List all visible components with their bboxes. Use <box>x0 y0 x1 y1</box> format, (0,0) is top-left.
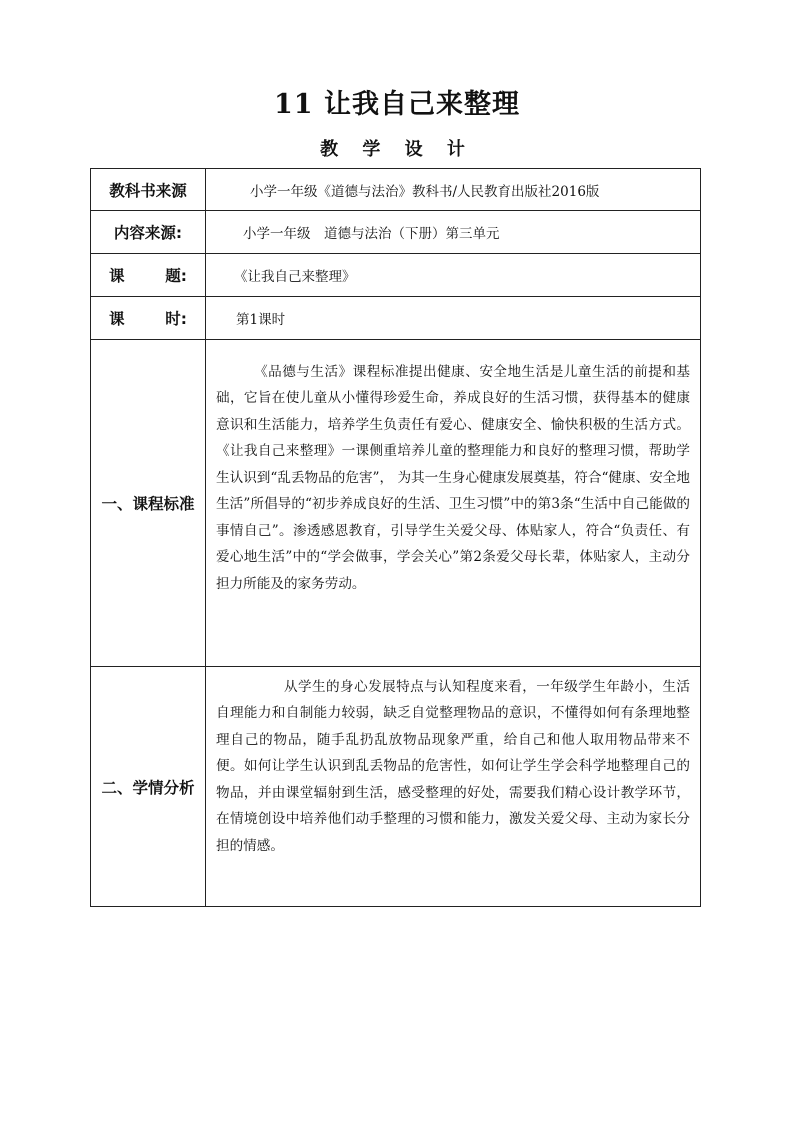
lesson-topic-label-part1: 课 <box>109 267 125 285</box>
lesson-period-value: 第1课时 <box>206 297 701 340</box>
textbook-source-label: 教科书来源 <box>91 169 206 211</box>
table-row-lesson-period <box>91 297 701 340</box>
curriculum-standard-cell <box>206 340 701 667</box>
learning-analysis-text: 从学生的身心发展特点与认知程度来看，一年级学生年龄小，生活自理能力和自制能力较弱，缺乏自觉整理物品的意识，不懂得如何有条理地整理自己的物品，随手乱扔乱放物品现象严重，给自己和他人取用物品带来不便。如何让学生认识到乱丢物品的危害性，如何让学生学会科学地整理自己的物品，并由课堂辐射到生活，感受整理的好处，需要我们精心设计教学环节，在情境创设中培养他们动手整理的习惯和能力，激发关爱父母、主动为家长分担的情感。 <box>216 678 690 854</box>
learning-analysis-label: 二、学情分析 <box>91 667 206 907</box>
lesson-topic-label-cell <box>91 254 206 297</box>
table-row-textbook-source <box>91 169 701 211</box>
table-row-lesson-topic <box>91 254 701 297</box>
lesson-topic-value: 《让我自己来整理》 <box>206 254 701 297</box>
table-row-curriculum-standard <box>91 340 701 667</box>
lesson-topic-label-part2: 题: <box>165 267 187 285</box>
curriculum-standard-label: 一、课程标准 <box>91 340 206 667</box>
content-source-label: 内容来源: <box>91 211 206 254</box>
lesson-period-label-part1: 课 <box>109 310 125 328</box>
lesson-period-label <box>109 307 187 329</box>
table-row-learning-analysis <box>91 667 701 907</box>
table-row-content-source <box>91 211 701 254</box>
document-subtitle: 教 学 设 计 <box>320 139 474 160</box>
content-source-value: 小学一年级 道德与法治（下册）第三单元 <box>206 211 701 254</box>
learning-analysis-cell <box>206 667 701 907</box>
textbook-source-value: 小学一年级《道德与法治》教科书/人民教育出版社2016版 <box>206 169 701 211</box>
lesson-period-label-cell <box>91 297 206 340</box>
document-title: 11 让我自己来整理 <box>274 89 520 120</box>
lesson-topic-label <box>109 264 187 286</box>
lesson-plan-table <box>90 168 701 907</box>
lesson-period-label-part2: 时: <box>165 310 187 328</box>
curriculum-standard-text: 《品德与生活》课程标准提出健康、安全地生活是儿童生活的前提和基础，它旨在使儿童从小懂得珍爱生命，养成良好的生活习惯，获得基本的健康意识和生活能力，培养学生负责任有爱心、健康安全、愉快积极的生活方式。《让我自己来整理》一课侧重培养儿童的整理能力和良好的整理习惯，帮助学生认识到“乱丢物品的危害”， 为其一生身心健康发展奠基，符合“健康、安全地生活”所倡导的“初步养成良好的生活、卫生习惯”中的第3条“生活中自己能做的事情自己”。渗透感恩教育，引导学生关爱父母、体贴家人，符合“负责任、有爱心地生活”中的“学会做事，学会关心”第2条爱父母长辈，体贴家人，主动分担力所能及的家务劳动。 <box>216 363 690 592</box>
